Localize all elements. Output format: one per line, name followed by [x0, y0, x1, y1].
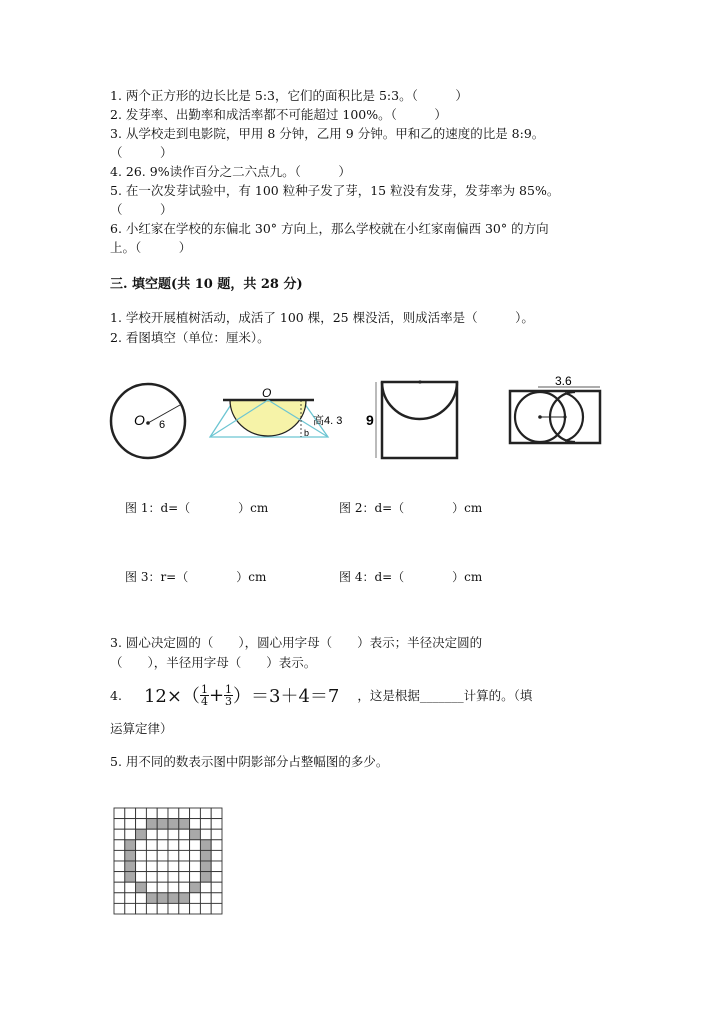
grid-cell — [179, 882, 190, 893]
fig2-height-label: 高4. 3 — [313, 415, 343, 427]
fill-q4-plus: + — [208, 684, 225, 706]
judgement-item-2: 2. 发芽率、出勤率和成活率都不可能超过 100%。（ ） — [110, 107, 447, 122]
grid-cell — [179, 850, 190, 861]
judgement-item-1: 1. 两个正方形的边长比是 5:3，它们的面积比是 5:3。（ ） — [110, 88, 468, 103]
grid-cell — [168, 903, 179, 914]
fill-q3-line2: （ ），半径用字母（ ）表示。 — [110, 655, 317, 670]
grid-cell — [168, 861, 179, 872]
grid-cell — [168, 882, 179, 893]
grid-cell — [136, 861, 147, 872]
grid-cell — [190, 850, 201, 861]
grid-cell — [168, 829, 179, 840]
grid-cell — [125, 808, 136, 819]
caption-fig3: 图 3：r=（ ）cm — [125, 570, 267, 584]
fill-q4-tail: ，这是根据_______计算的。（填 — [357, 688, 533, 703]
figures — [0, 370, 720, 480]
grid-cell-shaded — [157, 819, 168, 830]
shaded-grid — [108, 804, 228, 916]
grid-cell-shaded — [200, 850, 211, 861]
judgement-item-4: 4. 26. 9%读作百分之二六点九。（ ） — [110, 164, 351, 179]
fill-q1: 1. 学校开展植树活动，成活了 100 棵，25 棵没活，则成活率是（ ）。 — [110, 310, 534, 325]
grid-cell — [211, 882, 222, 893]
grid-cell — [157, 861, 168, 872]
grid-cell — [190, 872, 201, 883]
fill-q2: 2. 看图填空（单位：厘米）。 — [110, 330, 270, 345]
fill-q4 — [110, 680, 532, 710]
grid-cell-shaded — [200, 840, 211, 851]
caption-fig2: 图 2：d=（ ）cm — [339, 501, 483, 515]
grid-cell — [200, 882, 211, 893]
grid-cell — [114, 903, 125, 914]
grid-cell — [136, 808, 147, 819]
fig2-foot-label: b — [304, 428, 310, 438]
figure-2 — [210, 386, 342, 438]
grid-cell — [157, 882, 168, 893]
grid-cell — [200, 903, 211, 914]
fig1-center-label: O — [134, 412, 145, 428]
grid-cell — [157, 840, 168, 851]
grid-cell — [114, 882, 125, 893]
grid-cell-shaded — [125, 861, 136, 872]
fill-q5: 5. 用不同的数表示图中阴影部分占整幅图的多少。 — [110, 754, 389, 769]
grid-cell-shaded — [125, 840, 136, 851]
grid-cell — [211, 872, 222, 883]
grid-cell-shaded — [190, 882, 201, 893]
grid-cell — [157, 808, 168, 819]
grid-cell-shaded — [200, 861, 211, 872]
grid-cell — [136, 840, 147, 851]
grid-cell-shaded — [125, 872, 136, 883]
grid-cell-shaded — [125, 850, 136, 861]
grid-cell-shaded — [136, 829, 147, 840]
grid-cell-shaded — [146, 819, 157, 830]
grid-cell — [146, 840, 157, 851]
grid-cell — [114, 861, 125, 872]
fill-q4-number: 4. — [110, 687, 122, 703]
grid-cell — [190, 808, 201, 819]
grid-cell — [114, 819, 125, 830]
grid-cell — [211, 893, 222, 904]
fill-q4-rhs: ）＝3＋4＝7 — [233, 686, 340, 707]
grid-cell — [114, 850, 125, 861]
grid-cell — [114, 872, 125, 883]
grid-cell — [146, 808, 157, 819]
grid-cell-shaded — [179, 893, 190, 904]
grid-cell-shaded — [136, 882, 147, 893]
grid-cell — [179, 808, 190, 819]
grid-cell — [157, 903, 168, 914]
fill-q4-frac1 — [200, 684, 209, 707]
grid-cell — [179, 903, 190, 914]
grid-cell — [179, 872, 190, 883]
section-heading: 三. 填空题(共 10 题，共 28 分) — [110, 277, 303, 292]
grid-cell-shaded — [168, 819, 179, 830]
grid-cell — [136, 850, 147, 861]
fill-q3-line1: 3. 圆心决定圆的（ ），圆心用字母（ ）表示；半径决定圆的 — [110, 635, 483, 650]
grid-cell — [190, 861, 201, 872]
frac2-denominator: 3 — [225, 694, 233, 708]
fig2-center-label: O — [262, 386, 272, 400]
grid-cell — [136, 893, 147, 904]
grid-cell — [125, 819, 136, 830]
grid-cell — [211, 840, 222, 851]
grid-cell — [200, 819, 211, 830]
grid-cell — [114, 840, 125, 851]
grid-cell — [190, 819, 201, 830]
judgement-item-3-blank: （ ） — [110, 145, 173, 160]
grid-cell-shaded — [200, 872, 211, 883]
grid-cell — [168, 850, 179, 861]
grid-cell — [114, 808, 125, 819]
grid-cell — [146, 829, 157, 840]
judgement-item-6-cont: 上。（ ） — [110, 240, 192, 255]
grid-cell — [146, 861, 157, 872]
grid-cell — [179, 861, 190, 872]
grid-cell — [200, 829, 211, 840]
grid-cell — [190, 893, 201, 904]
fill-q4-frac2 — [224, 684, 233, 707]
figure-4 — [510, 374, 600, 443]
grid-cell — [114, 829, 125, 840]
grid-cell — [146, 882, 157, 893]
grid-cell — [125, 903, 136, 914]
grid-cell — [211, 903, 222, 914]
caption-fig1: 图 1：d=（ ）cm — [125, 501, 269, 515]
fig3-side-label: 9 — [366, 412, 374, 428]
grid-cell — [168, 808, 179, 819]
figure-1 — [111, 384, 185, 458]
grid-cell-shaded — [179, 819, 190, 830]
fill-q4-line2: 运算定律） — [110, 721, 173, 736]
grid-cell — [168, 872, 179, 883]
grid-cell — [211, 861, 222, 872]
grid-cell — [146, 872, 157, 883]
grid-cell — [168, 840, 179, 851]
grid-cell — [190, 840, 201, 851]
grid-cell — [179, 829, 190, 840]
grid-cell-shaded — [168, 893, 179, 904]
grid-cell — [200, 893, 211, 904]
grid-cell — [125, 893, 136, 904]
caption-fig4: 图 4：d=（ ）cm — [339, 570, 483, 584]
judgement-item-5-blank: （ ） — [110, 202, 173, 217]
frac1-denominator: 4 — [200, 694, 208, 708]
grid-cell — [146, 903, 157, 914]
grid-cell — [146, 850, 157, 861]
grid-cell — [211, 808, 222, 819]
grid-cell — [211, 850, 222, 861]
judgement-item-5: 5. 在一次发芽试验中，有 100 粒种子发了芽，15 粒没有发芽，发芽率为 85%。 — [110, 183, 560, 198]
frac1-numerator: 1 — [200, 682, 208, 696]
frac2-numerator: 1 — [225, 682, 233, 696]
grid-cell — [114, 893, 125, 904]
fill-q4-lhs: 12×（ — [143, 686, 200, 707]
fig1-radius-label: 6 — [159, 419, 166, 431]
grid-cell — [179, 840, 190, 851]
grid-cell — [211, 819, 222, 830]
figure-3 — [366, 380, 457, 458]
grid-cell — [211, 829, 222, 840]
grid-cell — [136, 872, 147, 883]
grid-cell — [125, 882, 136, 893]
grid-cell-shaded — [157, 893, 168, 904]
grid-cell — [136, 819, 147, 830]
grid-cell — [125, 829, 136, 840]
grid-cell-shaded — [190, 829, 201, 840]
grid-cell — [157, 850, 168, 861]
grid-cell — [136, 903, 147, 914]
grid-cell-shaded — [146, 893, 157, 904]
fig4-width-label: 3.6 — [555, 374, 572, 388]
judgement-item-3: 3. 从学校走到电影院，甲用 8 分钟，乙用 9 分钟。甲和乙的速度的比是 8:9。 — [110, 126, 545, 141]
grid-cell — [190, 903, 201, 914]
grid-cell — [157, 829, 168, 840]
grid-cell — [157, 872, 168, 883]
grid-cell — [200, 808, 211, 819]
judgement-item-6: 6. 小红家在学校的东偏北 30° 方向上，那么学校就在小红家南偏西 30° 的方向 — [110, 221, 549, 236]
